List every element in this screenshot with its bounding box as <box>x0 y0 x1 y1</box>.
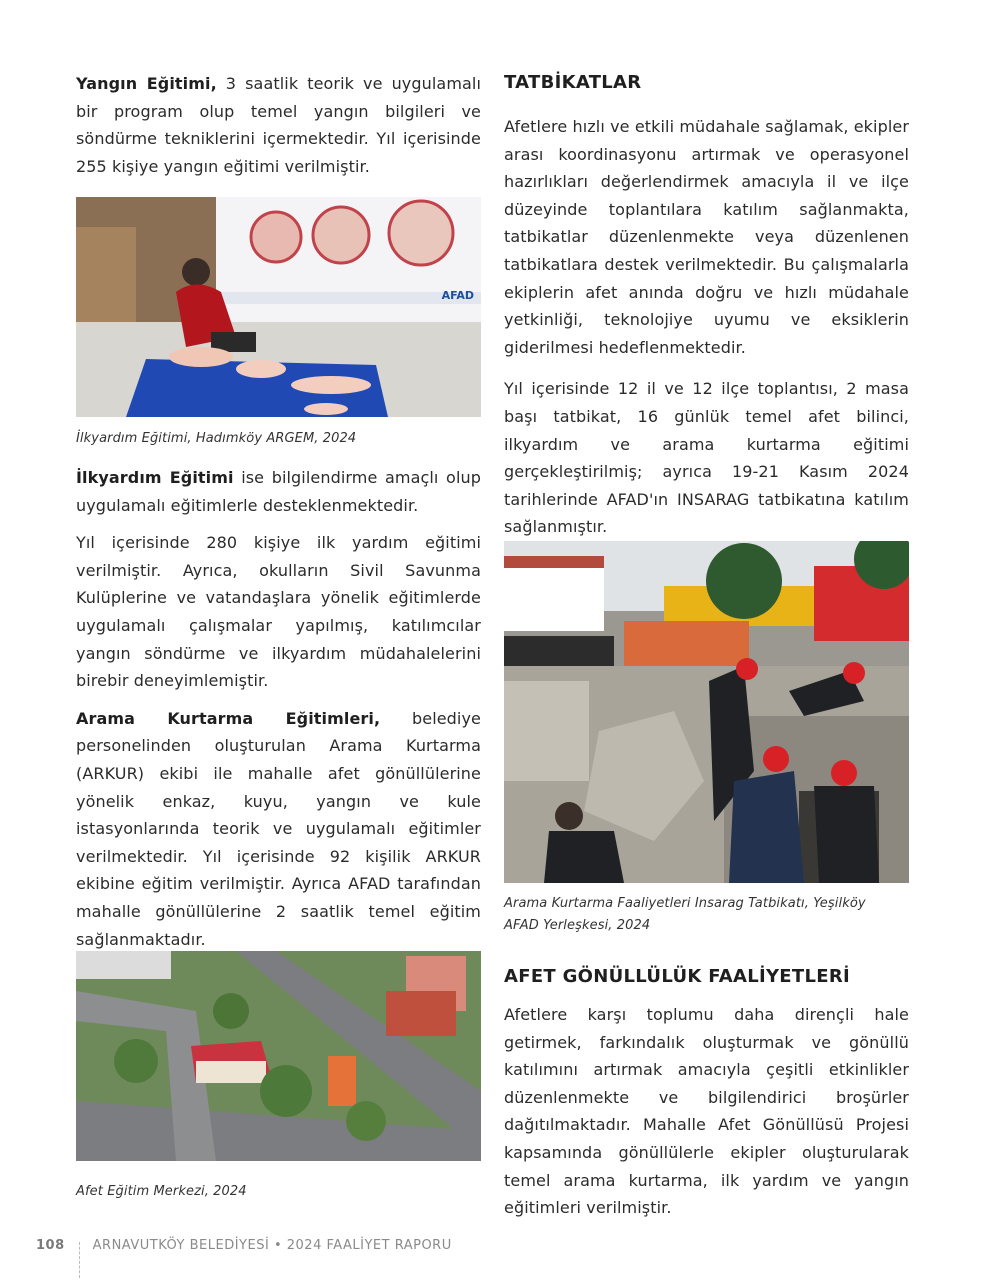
page-number: 108 <box>36 1238 65 1253</box>
page-footer <box>36 1238 452 1274</box>
right-column-lower <box>504 966 909 1222</box>
first-aid-paragraph <box>76 464 481 519</box>
search-rescue-text: belediye personelinden oluşturulan Arama Kurtarma (ARKUR) ekibi ile mahalle afet gönüllülerine yönelik enkaz, kuyu, yangın ve kule istasyonlarında teorik ve uygulamalı eğitimler verilmektedir. Yıl içerisinde 92 kişilik ARKUR ekibine eğitim verilmiştir. Ayrıca AFAD tarafından mahalle gönüllülerine 2 saatlik temel eğitim sağlanmaktadır. <box>76 708 481 949</box>
search-rescue-paragraph <box>76 705 481 953</box>
disaster-training-center-photo <box>76 951 481 1161</box>
fire-training-title: Yangın Eğitimi, <box>76 74 217 93</box>
right-column <box>504 72 909 541</box>
footer-report-title: 2024 FAALİYET RAPORU <box>286 1238 452 1253</box>
search-rescue-title: Arama Kurtarma Eğitimleri, <box>76 708 381 728</box>
drills-heading: TATBİKATLAR <box>504 72 642 93</box>
drills-stats-paragraph: Yıl içerisinde 12 il ve 12 ilçe toplantısı, 2 masa başı tatbikat, 16 günlük temel afet bilinci, ilkyardım ve arama kurtarma eğitimi gerçekleştirilmiş; ayrıca 19-21 Kasım 2024 tarihlerinde AFAD'ın INSARAG tatbikatına katılım sağlanmıştır. <box>504 379 909 537</box>
left-column <box>76 70 481 180</box>
first-aid-photo-caption: İlkyardım Eğitimi, Hadımköy ARGEM, 2024 <box>76 431 357 446</box>
training-center-caption: Afet Eğitim Merkezi, 2024 <box>76 1184 247 1199</box>
insarag-caption-line1: Arama Kurtarma Faaliyetleri Insarag Tatbikatı, Yeşilköy <box>504 896 866 911</box>
first-aid-stats-paragraph: Yıl içerisinde 280 kişiye ilk yardım eğitimi verilmiştir. Ayrıca, okulların Sivil Savunma Kulüplerine ve vatandaşlara yönelik eğitimlerde uygulamalı çalışmalar yapılmış, katılımcılar yangın söndürme ve ilkyardım müdahalelerini birebir deneyimlemiştir. <box>76 533 481 691</box>
drills-paragraph: Afetlere hızlı ve etkili müdahale sağlamak, ekipler arası koordinasyonu artırmak ve operasyonel hazırlıkları değerlendirmek amacıyla il ve ilçe düzeyinde toplantılara katılım sağlanmakta, tatbikatlar düzenlenmekte veya düzenlenen tatbikatlara destek verilmektedir. Bu çalışmalarla ekiplerin afet anında doğru ve hızlı müdahale yetkinliği, teknolojiye uyumu ve eksiklerin giderilmesi hedeflenmektedir. <box>504 117 909 357</box>
first-aid-training-photo <box>76 197 481 417</box>
footer-org: ARNAVUTKÖY BELEDİYESİ <box>92 1238 270 1253</box>
fire-training-text: 3 saatlik teorik ve uygulamalı bir program olup temel yangın bilgileri ve söndürme tekniklerini içermektedir. Yıl içerisinde 255 kişiye yangın eğitimi verilmiştir. <box>76 74 482 176</box>
footer-bullet: • <box>273 1238 283 1253</box>
insarag-caption-line2: AFAD Yerleşkesi, 2024 <box>504 918 651 933</box>
volunteering-paragraph: Afetlere karşı toplumu daha dirençli hale getirmek, farkındalık oluşturmak ve gönüllü katılımını artırmak amacıyla çeşitli etkinlikler düzenlenmekte ve bilgilendirici broşürler dağıtılmaktadır. Mahalle Afet Gönüllüsü Projesi kapsamında gönüllülerle ekipler oluşturularak temel arama kurtarma, ilk yardım ve yangın eğitimleri verilmiştir. <box>504 1005 909 1218</box>
afad-screen-logo: AFAD <box>441 289 474 302</box>
volunteering-heading: AFET GÖNÜLLÜLÜK FAALİYETLERİ <box>504 966 850 987</box>
footer-divider <box>79 1242 81 1278</box>
first-aid-title: İlkyardım Eğitimi <box>76 468 234 487</box>
insarag-drill-photo <box>504 541 909 883</box>
left-column-lower <box>76 464 481 953</box>
fire-training-paragraph <box>76 70 481 180</box>
first-aid-text: ise bilgilendirme amaçlı olup uygulamalı eğitimlerle desteklenmektedir. <box>76 468 481 515</box>
